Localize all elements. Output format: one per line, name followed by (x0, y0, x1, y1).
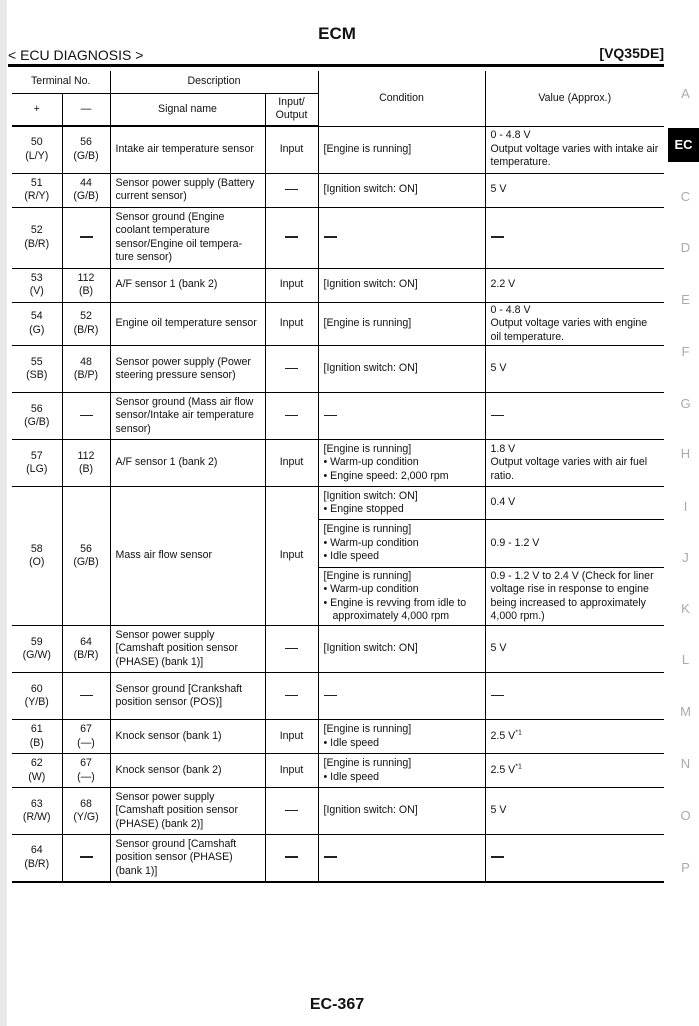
empty-dash (80, 415, 93, 417)
header-value-text: Value (Approx.) (538, 91, 612, 104)
condition-line: [Engine is running] (323, 757, 412, 769)
terminal-plus-wire-color: (Y/B) (24, 696, 49, 708)
table-row (12, 173, 664, 207)
table-row (12, 788, 664, 835)
empty-dash (80, 236, 93, 238)
empty-dash (324, 856, 337, 858)
terminal-plus-wire-color: (O) (29, 556, 45, 568)
section-tab-a[interactable]: A (681, 86, 690, 101)
terminal-plus-number: 57 (30, 449, 43, 462)
value-cell (485, 207, 664, 268)
empty-dash (324, 236, 337, 238)
condition-line: • Engine stopped (323, 503, 404, 515)
condition-line: [Engine is running] (323, 723, 412, 735)
section-tab-g[interactable]: G (680, 396, 691, 411)
terminal-plus-wire-color: (G/W) (22, 649, 51, 661)
input-output-cell (265, 626, 318, 673)
terminal-minus-wire-color: (G/B) (73, 149, 99, 162)
terminal-plus-wire-color: (LG) (26, 463, 48, 475)
condition-line: [Ignition switch: ON] (323, 489, 418, 502)
terminal-minus-wire-color: (Y/G) (73, 811, 99, 823)
empty-dash (80, 856, 93, 858)
empty-dash (491, 856, 504, 858)
input-output-cell: Input (265, 126, 318, 173)
empty-dash (285, 810, 298, 812)
empty-dash (324, 695, 337, 697)
section-tab-n[interactable]: N (680, 756, 691, 771)
empty-dash (285, 695, 298, 697)
condition-cell (318, 268, 485, 302)
table-row (12, 268, 664, 302)
value-cell (485, 302, 664, 346)
condition-cell (318, 302, 485, 346)
terminal-minus-number: 44 (80, 176, 92, 189)
value-line: 0 - 4.8 V (490, 129, 531, 142)
terminal-minus-wire-color: (B/R) (73, 649, 99, 661)
terminal-plus-cell (12, 626, 62, 673)
terminal-plus-cell (12, 207, 62, 268)
section-tab-m[interactable]: M (680, 704, 691, 719)
terminal-minus-cell (62, 173, 110, 207)
condition-cell (318, 346, 485, 393)
value-cell (485, 393, 664, 440)
terminal-plus-cell (12, 173, 62, 207)
engine-model-label: [VQ35DE] (599, 45, 664, 61)
condition-cell (318, 673, 485, 720)
value-cell (485, 788, 664, 835)
empty-dash (491, 236, 504, 238)
section-label: < ECU DIAGNOSIS > (8, 47, 144, 63)
terminal-minus-number: 64 (80, 635, 92, 648)
input-output-cell (265, 393, 318, 440)
input-output-cell (265, 173, 318, 207)
header-plus: + (12, 93, 62, 126)
signal-name-cell: Intake air temperature sensor (110, 126, 265, 173)
footnote-ref: *1 (515, 763, 522, 771)
condition-line: • Warm-up condition (323, 583, 419, 595)
section-tab-l[interactable]: L (681, 652, 690, 667)
terminal-minus-wire-color: (—) (77, 736, 95, 749)
value-cell (485, 673, 664, 720)
signal-name-cell: Knock sensor (bank 1) (110, 720, 265, 754)
value-cell (485, 440, 664, 487)
header-description: Description (110, 71, 318, 93)
terminal-minus-wire-color: (—) (77, 770, 95, 783)
value-line: 1.8 V (490, 442, 516, 455)
terminal-minus-cell (62, 788, 110, 835)
terminal-minus-cell (62, 126, 110, 173)
condition-line: [Ignition switch: ON] (323, 183, 418, 196)
terminal-minus-cell (62, 487, 110, 626)
table-row (12, 440, 664, 487)
value-cell (485, 268, 664, 302)
section-tab-h[interactable]: H (680, 446, 691, 461)
header-value (485, 71, 664, 126)
value-cell (485, 835, 664, 882)
terminal-plus-number: 52 (30, 224, 43, 236)
value-line: Output voltage varies with air fuel ratio. (490, 456, 648, 482)
condition-cell (318, 487, 485, 520)
empty-dash (491, 415, 504, 417)
terminal-minus-number: 56 (80, 136, 92, 149)
condition-cell (318, 126, 485, 173)
condition-cell (318, 393, 485, 440)
value-line: 2.5 $V^{*1}$ (490, 729, 522, 742)
value-cell: 0.9 - 1.2 V to 2.4 V (Check for liner voltage rise in response to engine being increased to approximately 4,000 rpm.) (485, 568, 664, 626)
terminal-plus-wire-color: (R/Y) (24, 190, 50, 202)
terminal-minus-number: 68 (80, 797, 92, 810)
condition-line: [Engine is running] (323, 442, 412, 455)
terminal-minus-number: 67 (80, 723, 92, 735)
condition-cell (318, 835, 485, 882)
terminal-plus-cell (12, 487, 62, 626)
document-title: ECM (318, 24, 356, 43)
empty-dash (285, 415, 298, 417)
terminal-minus-wire-color: (B) (78, 463, 94, 475)
terminal-minus-cell (62, 754, 110, 788)
empty-dash (285, 236, 298, 238)
condition-line: [Ignition switch: ON] (323, 278, 418, 291)
terminal-minus-cell (62, 302, 110, 346)
empty-dash (285, 368, 298, 370)
terminal-plus-cell (12, 835, 62, 882)
section-tab-i[interactable]: I (683, 499, 688, 514)
condition-line: • Idle speed (323, 550, 380, 563)
terminal-plus-number: 59 (30, 635, 43, 648)
signal-name-cell: A/F sensor 1 (bank 2) (110, 268, 265, 302)
page-number: EC-367 (309, 996, 365, 1013)
condition-line: • Idle speed (323, 736, 380, 749)
condition-line: [Ignition switch: ON] (323, 804, 418, 817)
ecm-terminal-table (12, 71, 664, 883)
terminal-plus-cell (12, 754, 62, 788)
section-tab-k[interactable]: K (681, 601, 690, 616)
empty-dash (285, 856, 298, 858)
terminal-plus-number: 55 (30, 355, 43, 368)
terminal-minus-cell (62, 346, 110, 393)
header-minus: — (62, 93, 110, 126)
terminal-plus-number: 50 (30, 136, 43, 149)
terminal-minus-number: 112 (77, 271, 95, 284)
value-cell (485, 720, 664, 754)
terminal-plus-number: 64 (30, 844, 43, 857)
terminal-minus-cell (62, 393, 110, 440)
condition-line: • Warm-up condition (323, 456, 419, 469)
terminal-minus-cell (62, 720, 110, 754)
input-output-cell: Input (265, 720, 318, 754)
terminal-plus-number: 53 (30, 271, 43, 284)
terminal-plus-wire-color: (B/R) (24, 237, 50, 250)
footnote-ref: *1 (515, 729, 522, 737)
value-line: 5 V (490, 362, 507, 375)
terminal-plus-number: 60 (30, 682, 43, 695)
table-row-maf (12, 487, 664, 520)
empty-dash (285, 648, 298, 650)
terminal-plus-number: 54 (30, 310, 43, 323)
condition-cell (318, 440, 485, 487)
value-cell (485, 126, 664, 173)
terminal-plus-cell (12, 346, 62, 393)
section-tab-o[interactable]: O (680, 808, 691, 823)
input-output-cell (265, 207, 318, 268)
terminal-minus-wire-color: (B/R) (73, 323, 99, 336)
value-line: 2.2 V (490, 278, 516, 291)
header-signal-name: Signal name (110, 93, 265, 126)
table-row (12, 720, 664, 754)
value-line: 0 - 4.8 V (490, 303, 531, 316)
empty-dash (285, 189, 298, 191)
empty-dash (491, 695, 504, 697)
signal-name-cell: A/F sensor 1 (bank 2) (110, 440, 265, 487)
section-tab-e[interactable]: E (681, 292, 690, 307)
value-cell (485, 173, 664, 207)
header-condition: Condition (318, 71, 485, 126)
condition-cell (318, 520, 485, 568)
terminal-plus-wire-color: (L/Y) (25, 149, 49, 162)
section-tab-j[interactable]: J (682, 550, 689, 565)
header-input-output-text: Input/ Output (275, 95, 308, 122)
condition-line: • Engine speed: 2,000 rpm (323, 469, 449, 482)
section-tab-d[interactable]: D (680, 240, 691, 255)
section-tab-c[interactable]: C (680, 189, 691, 204)
terminal-plus-number: 56 (30, 402, 43, 415)
value-line: 5 V (490, 642, 507, 655)
value-cell: 0.9 - 1.2 V (485, 520, 664, 568)
terminal-plus-wire-color: (W) (28, 770, 46, 783)
terminal-minus-cell (62, 440, 110, 487)
terminal-minus-wire-color: (G/B) (73, 556, 99, 568)
condition-line: • Warm-up condition (323, 536, 419, 549)
table-row (12, 346, 664, 393)
condition-line: [Engine is running] (323, 142, 412, 155)
header-input-output (265, 93, 318, 126)
condition-line: [Engine is running] (323, 523, 412, 536)
terminal-minus-cell (62, 835, 110, 882)
condition-cell (318, 720, 485, 754)
condition-cell (318, 568, 485, 626)
terminal-minus-number: 67 (80, 757, 92, 769)
signal-name-cell: Engine oil temperature sensor (110, 302, 265, 346)
terminal-plus-cell (12, 268, 62, 302)
terminal-plus-cell (12, 788, 62, 835)
page-edge (0, 0, 7, 1026)
signal-name-cell: Knock sensor (bank 2) (110, 754, 265, 788)
table-row (12, 626, 664, 673)
terminal-plus-number: 51 (30, 176, 43, 189)
section-tab-p[interactable]: P (681, 860, 690, 875)
input-output-cell: Input (265, 268, 318, 302)
value-line: 5 V (490, 183, 507, 196)
terminal-plus-wire-color: (B) (29, 736, 44, 749)
terminal-plus-number: 62 (30, 757, 43, 769)
value-cell: 0.4 V (485, 487, 664, 520)
terminal-plus-cell (12, 720, 62, 754)
condition-line: [Ignition switch: ON] (323, 642, 418, 655)
terminal-minus-cell (62, 268, 110, 302)
condition-line: • Idle speed (323, 770, 380, 783)
condition-line: [Engine is running] (323, 317, 412, 329)
table-row (12, 207, 664, 268)
signal-name-cell: Sensor ground [Camshaft position sensor (PHASE) (bank 1)] (110, 835, 265, 882)
table-row (12, 302, 664, 346)
value-cell (485, 754, 664, 788)
terminal-minus-number: 48 (80, 355, 92, 368)
terminal-plus-number: 63 (30, 797, 43, 810)
terminal-minus-wire-color: (G/B) (73, 190, 99, 202)
empty-dash (80, 695, 93, 697)
terminal-minus-wire-color: (B) (78, 285, 94, 297)
signal-name-cell: Sensor power supply [Camshaft position sensor (PHASE) (bank 1)] (110, 626, 265, 673)
terminal-plus-cell (12, 393, 62, 440)
input-output-cell (265, 673, 318, 720)
terminal-plus-cell (12, 673, 62, 720)
terminal-plus-wire-color: (R/W) (22, 811, 51, 823)
condition-line: [Ignition switch: ON] (323, 362, 418, 375)
table-row (12, 835, 664, 882)
terminal-minus-number: 112 (77, 449, 95, 462)
terminal-plus-number: 58 (30, 542, 43, 555)
terminal-minus-cell (62, 626, 110, 673)
value-line: Output voltage varies with engine oil temperature. (490, 317, 648, 343)
input-output-cell (265, 835, 318, 882)
input-output-cell (265, 346, 318, 393)
condition-cell (318, 173, 485, 207)
terminal-plus-cell (12, 126, 62, 173)
header-rule (8, 64, 664, 67)
input-output-cell (265, 788, 318, 835)
value-line: 2.5 $V^{*1}$ (490, 763, 522, 776)
terminal-minus-number: 52 (80, 310, 92, 323)
table-row (12, 673, 664, 720)
table-row (12, 393, 664, 440)
value-cell (485, 346, 664, 393)
value-cell (485, 626, 664, 673)
section-tab-f[interactable]: F (681, 344, 690, 359)
terminal-plus-wire-color: (B/R) (24, 857, 50, 870)
empty-dash (324, 415, 337, 417)
terminal-minus-wire-color: (B/P) (73, 369, 99, 381)
signal-name-cell: Sensor power supply [Camshaft position sensor (PHASE) (bank 2)] (110, 788, 265, 835)
input-output-cell: Input (265, 440, 318, 487)
terminal-plus-cell (12, 302, 62, 346)
condition-line: • Engine is revving from idle to approximately 4,000 rpm (323, 596, 467, 622)
terminal-plus-number: 61 (30, 723, 43, 735)
terminal-minus-cell (62, 673, 110, 720)
condition-line: [Engine is running] (323, 569, 412, 582)
signal-name-cell: Sensor power supply (Power steering pressure sensor) (110, 346, 265, 393)
table-row (12, 754, 664, 788)
condition-cell (318, 788, 485, 835)
input-output-cell: Input (265, 487, 318, 626)
condition-cell (318, 626, 485, 673)
signal-name-cell: Sensor ground (Mass air flow sensor/Intake air temperature sensor) (110, 393, 265, 440)
signal-name-cell: Mass air flow sensor (110, 487, 265, 626)
terminal-plus-wire-color: (G/B) (24, 416, 50, 428)
value-line: 5 V (490, 804, 507, 817)
section-tab-ec[interactable]: EC (668, 128, 699, 162)
terminal-minus-number: 56 (80, 542, 92, 555)
terminal-plus-cell (12, 440, 62, 487)
terminal-plus-wire-color: (G) (29, 323, 45, 336)
value-line: Output voltage varies with intake air temperature. (490, 142, 659, 169)
terminal-minus-cell (62, 207, 110, 268)
condition-cell (318, 207, 485, 268)
signal-name-cell: Sensor ground (Engine coolant temperature sensor/Engine oil tempera-ture sensor) (110, 207, 265, 268)
input-output-cell: Input (265, 754, 318, 788)
table-row (12, 126, 664, 173)
signal-name-cell: Sensor ground [Crankshaft position sensor (POS)] (110, 673, 265, 720)
input-output-cell: Input (265, 302, 318, 346)
terminal-plus-wire-color: (SB) (26, 369, 48, 381)
signal-name-cell: Sensor power supply (Battery current sensor) (110, 173, 265, 207)
header-terminal-no: Terminal No. (12, 71, 110, 93)
terminal-plus-wire-color: (V) (29, 285, 44, 297)
condition-cell (318, 754, 485, 788)
